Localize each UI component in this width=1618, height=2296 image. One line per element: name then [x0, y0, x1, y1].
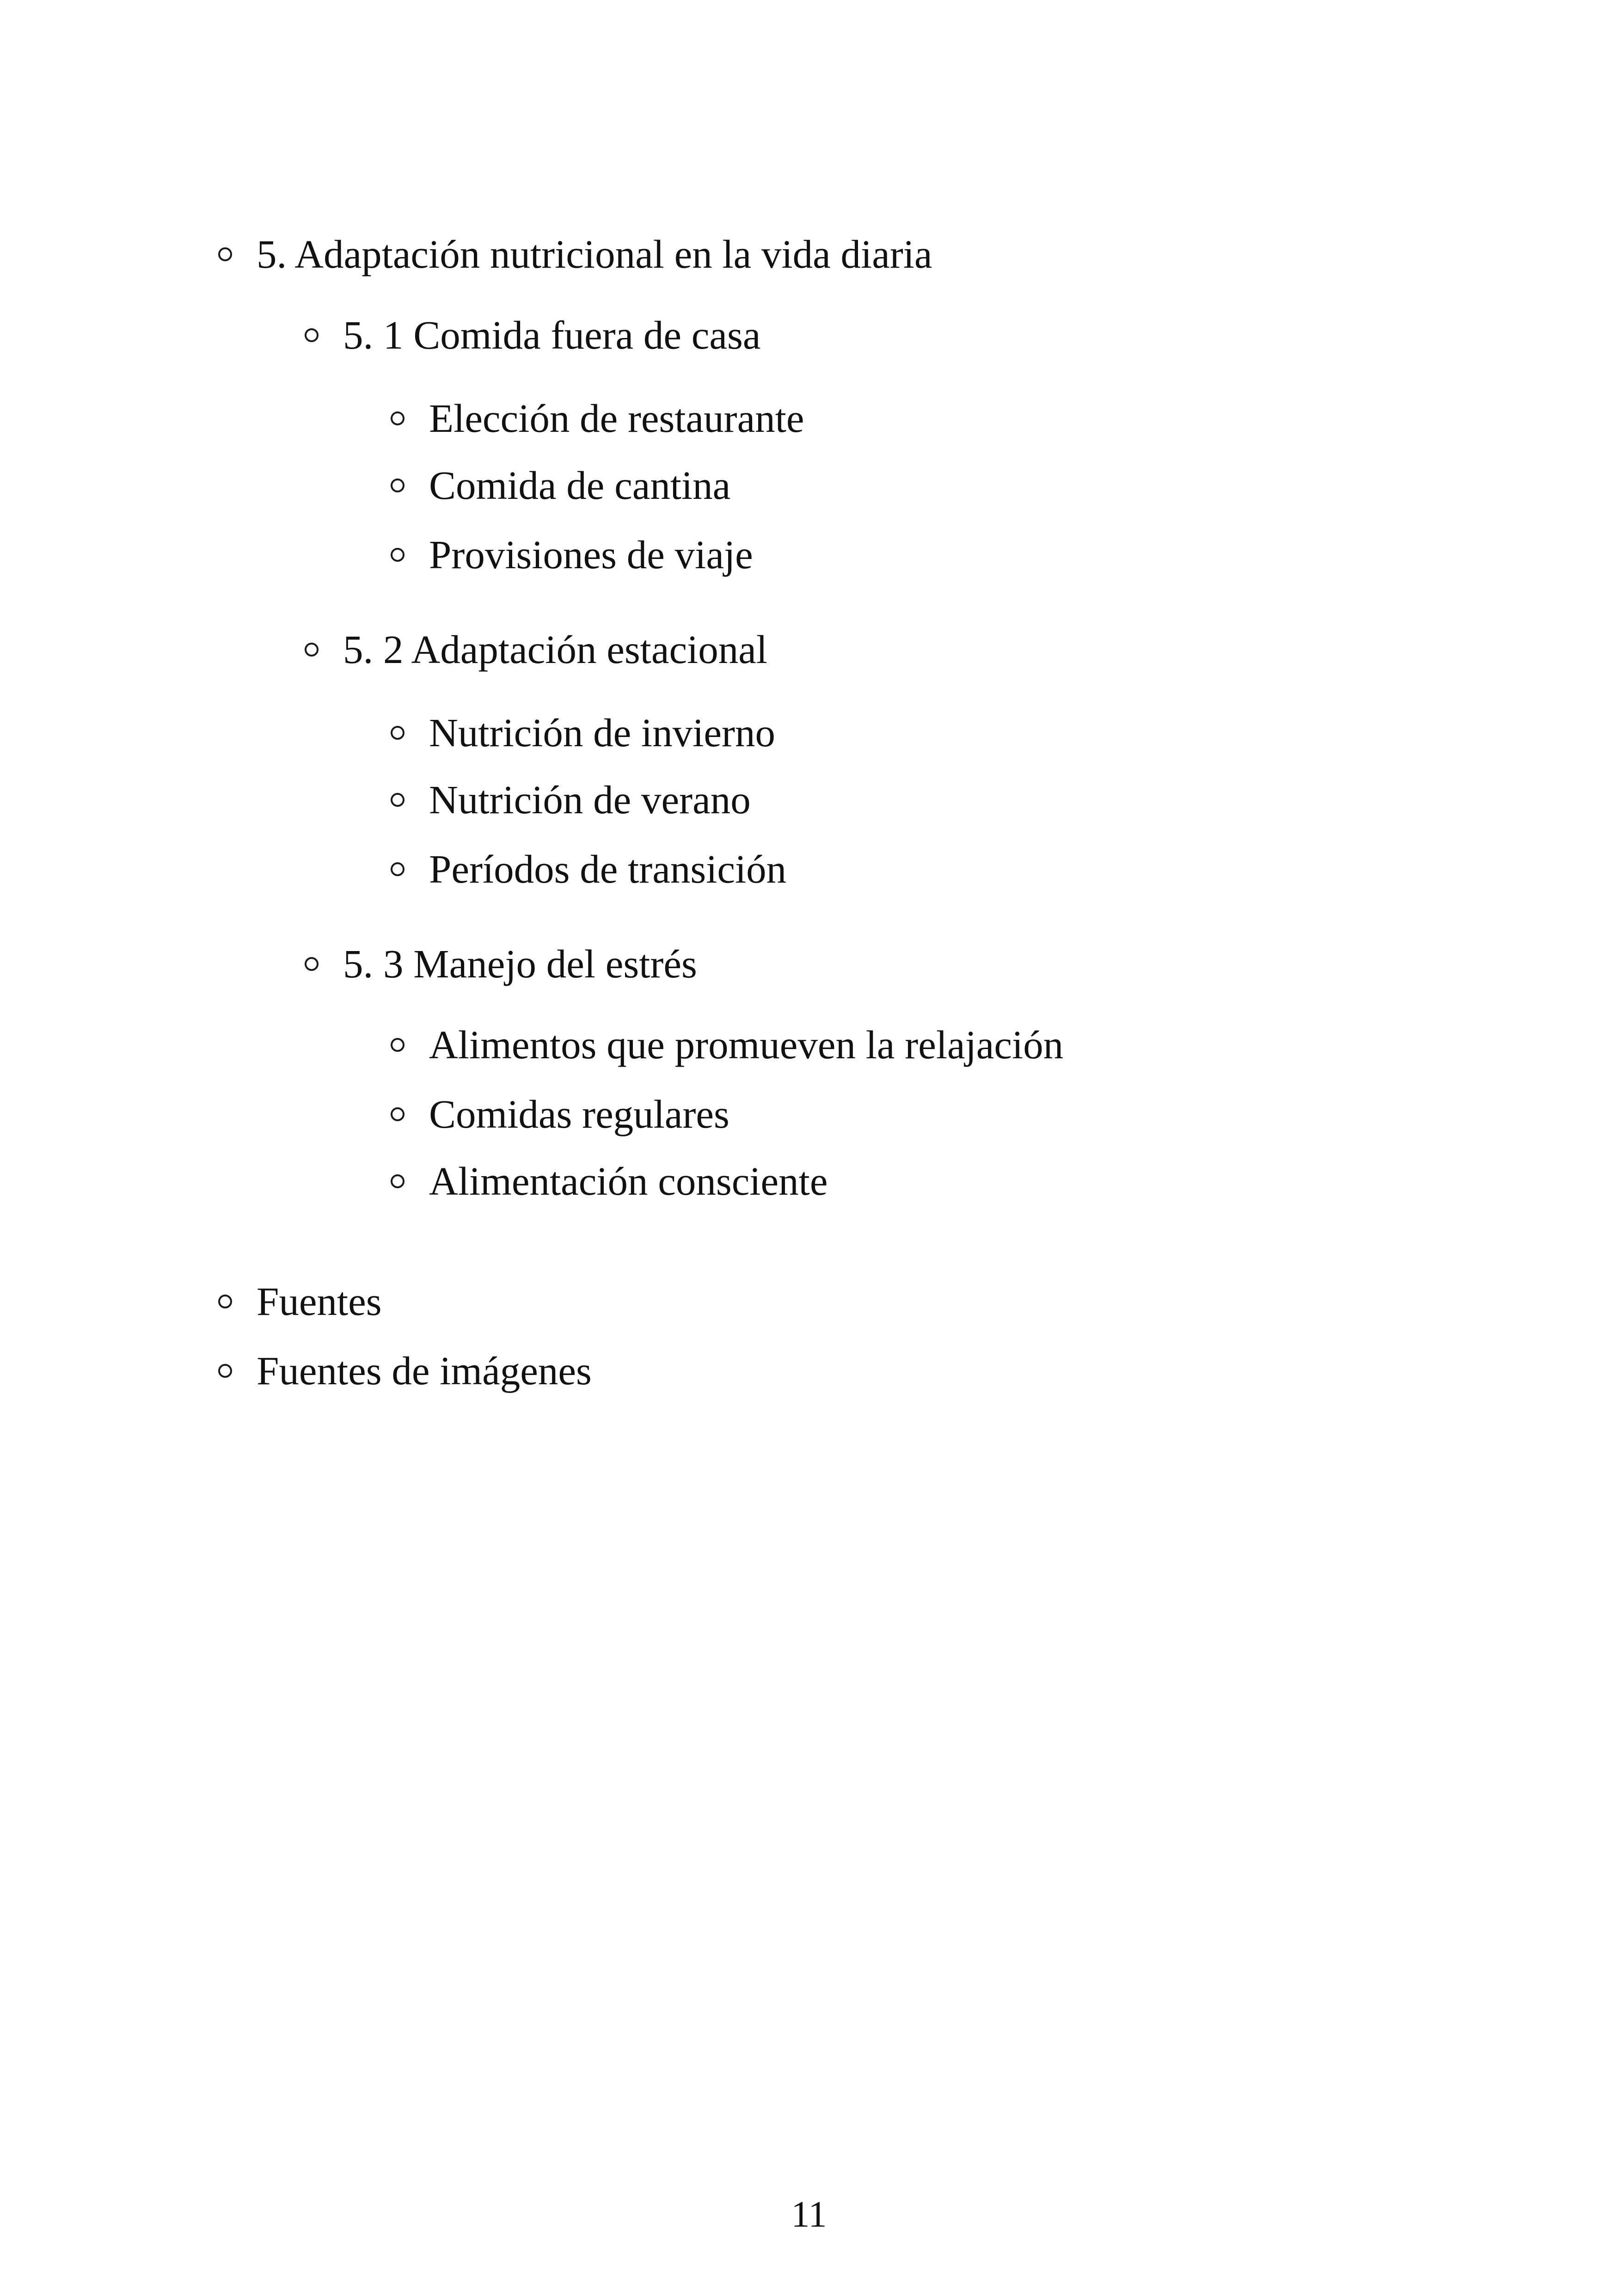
toc-item[interactable] [391, 532, 753, 578]
hollow-circle-icon [305, 643, 319, 657]
hollow-circle-icon [218, 1295, 232, 1308]
hollow-circle-icon [391, 1107, 404, 1121]
hollow-circle-icon [391, 862, 404, 876]
toc-item[interactable] [391, 1091, 729, 1137]
hollow-circle-icon [391, 479, 404, 492]
toc-item[interactable] [391, 395, 804, 442]
page-number: 11 [791, 2194, 827, 2235]
hollow-circle-icon [391, 1038, 404, 1052]
hollow-circle-icon [391, 793, 404, 807]
toc-item[interactable] [391, 846, 786, 892]
toc-item-label: Alimentación consciente [429, 1159, 828, 1203]
toc-subsection-5-1[interactable] [305, 312, 760, 358]
hollow-circle-icon [391, 1174, 404, 1188]
toc-item[interactable] [391, 1022, 1063, 1068]
toc-sources-title: Fuentes [257, 1279, 382, 1324]
toc-item[interactable] [391, 710, 775, 756]
toc-image-sources-title: Fuentes de imágenes [257, 1348, 592, 1393]
toc-subsection-5-1-title: 5. 1 Comida fuera de casa [343, 313, 761, 357]
toc-sources[interactable] [218, 1278, 382, 1325]
hollow-circle-icon [391, 411, 404, 425]
toc-image-sources[interactable] [218, 1348, 592, 1394]
hollow-circle-icon [391, 726, 404, 740]
toc-item-label: Elección de restaurante [429, 396, 804, 441]
toc-item[interactable] [391, 1158, 827, 1204]
toc-item-label: Nutrición de verano [429, 777, 751, 822]
hollow-circle-icon [305, 957, 319, 971]
toc-item-label: Períodos de transición [429, 847, 787, 891]
toc-subsection-5-2-title: 5. 2 Adaptación estacional [343, 627, 768, 672]
toc-item[interactable] [391, 777, 751, 823]
toc-subsection-5-2[interactable] [305, 626, 767, 673]
toc-section-5[interactable] [218, 231, 932, 277]
hollow-circle-icon [391, 548, 404, 562]
toc-subsection-5-3-title: 5. 3 Manejo del estrés [343, 941, 697, 986]
toc-item-label: Nutrición de invierno [429, 710, 775, 755]
toc-item-label: Provisiones de viaje [429, 532, 753, 577]
toc-subsection-5-3[interactable] [305, 941, 697, 987]
toc-section-5-title: 5. Adaptación nutricional en la vida diaria [257, 232, 932, 276]
hollow-circle-icon [305, 328, 319, 342]
toc-item[interactable] [391, 462, 730, 509]
hollow-circle-icon [218, 1364, 232, 1378]
toc-item-label: Alimentos que promueven la relajación [429, 1022, 1064, 1067]
toc-item-label: Comidas regulares [429, 1092, 729, 1136]
hollow-circle-icon [218, 247, 232, 261]
toc-item-label: Comida de cantina [429, 463, 731, 508]
